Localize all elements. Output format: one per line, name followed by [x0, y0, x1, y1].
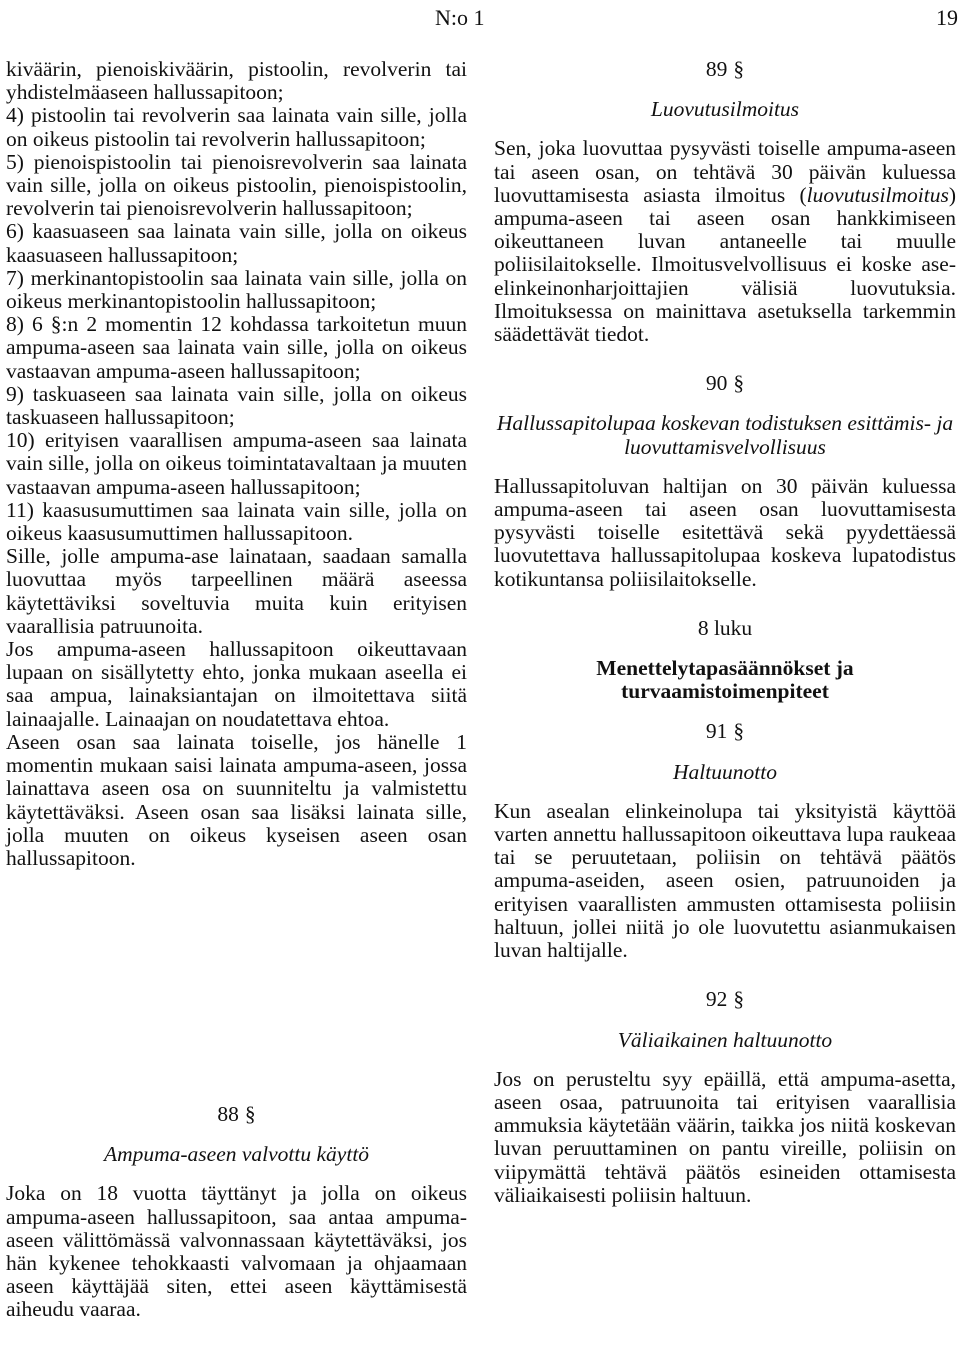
- paragraph: 6) kaasuaseen saa lainata vain sille, jolla on oikeus kaasuaseen hallussapitoon;: [6, 219, 467, 267]
- page-header: [0, 6, 960, 32]
- section-92: [494, 988, 956, 1207]
- page-number: 19: [936, 5, 958, 30]
- section-number-value: 92: [705, 987, 728, 1012]
- section-sign: §: [733, 719, 745, 744]
- paragraph: kiväärin, pienoiskiväärin, pistoolin, revolverin tai yhdistelmäaseen hallussapitoon;: [6, 57, 467, 105]
- section-number: [494, 58, 956, 81]
- section-title: Hallussapitolupaa koskevan todistuksen esittämis- ja luovuttamisvelvollisuus: [496, 411, 954, 459]
- section-number: [494, 988, 956, 1011]
- paragraph: 5) pienoispistoolin tai pienoisrevolverin saa lainata vain sille, jolla on oikeus pistoolin, pienoispistoolin, revolverin tai pienoisrevolverin hallussapitoon;: [6, 149, 467, 221]
- journal-number: N:o 1: [435, 5, 485, 30]
- paragraph: 7) merkinantopistoolin saa lainata vain sille, jolla on oikeus merkinantopistoolin hallussapitoon;: [6, 265, 467, 314]
- section-91: [494, 720, 956, 962]
- section-body: [494, 137, 956, 346]
- section-title: Luovutusilmoitus: [650, 97, 800, 122]
- section-body-term: luovutusilmoitus: [806, 182, 949, 207]
- section-body: Jos on perusteltu syy epäillä, että ampuma-asetta, aseen osaa, patruunoita tai erityisen vaarallisia ammuksia käytetään väärin, taikka jos niitä koskevan luvan peruuttaminen on pantu vireille, poliisin on viipymättä tehtävä päätös esineiden ottamisesta väliaikaisesti poliisin haltuun.: [494, 1066, 956, 1207]
- section-number-value: 90: [705, 371, 728, 396]
- section-90: [494, 372, 956, 591]
- paragraph: 4) pistoolin tai revolverin saa lainata vain sille, jolla on oikeus pistoolin tai revolverin hallussapitoon;: [6, 103, 467, 151]
- paragraph: 9) taskuaseen saa lainata vain sille, jolla on oikeus taskuaseen hallussapitoon;: [6, 381, 467, 430]
- section-sign: §: [733, 987, 745, 1012]
- paragraph: Aseen osan saa lainata toiselle, jos hänelle 1 momentin mukaan saisi lainata ampuma-aseen, jossa lainattava aseen osa on suunniteltu ja valmistettu käytettäväksi. Aseen osan saa lisäksi lainata sille, jolla muuten on oikeus kyseisen aseen osan hallussapitoon.: [6, 729, 467, 870]
- section-title: Ampuma-aseen valvottu käyttö: [103, 1142, 370, 1167]
- section-sign: §: [244, 1102, 256, 1126]
- section-number: [6, 1103, 467, 1126]
- section-title: Haltuunotto: [673, 759, 777, 784]
- section-sign: §: [733, 57, 745, 81]
- left-column: [6, 57, 467, 1322]
- section-body-start: Sen, joka luovuttaa pysyvästi toiselle ampuma-aseen tai aseen osan, on tehtävä 30 päivän kuluessa luovuttamisesta asiasta ilmoitus (: [494, 136, 956, 207]
- paragraph: 10) erityisen vaarallisen ampuma-aseen saa lainata vain sille, jolla on oikeus toimintatavaltaan ja muuten vastaavan ampuma-aseen hallussapitoon;: [6, 428, 467, 499]
- section-88: [6, 1103, 467, 1322]
- section-sign: §: [733, 371, 745, 396]
- right-column: [494, 58, 956, 1207]
- section-title: Väliaikainen haltuunotto: [617, 1027, 833, 1052]
- section-number: [494, 720, 956, 743]
- section-number-value: 89: [705, 57, 728, 81]
- section-body: Hallussapitoluvan haltijan on 30 päivän kuluessa ampuma-aseen tai aseen osan luovuttamisesta pysyvästi toiselle esitettävä sekä pyydettäessä luovutettava hallussapitolupaa koskeva lupatodistus kotikuntansa poliisilaitokselle.: [494, 473, 956, 591]
- chapter-title: Menettelytapasäännökset ja turvaamistoimenpiteet: [596, 656, 854, 704]
- paragraph: 8) 6 §:n 2 momentin 12 kohdassa tarkoitetun muun ampuma-aseen saa lainata vain sille, jolla on oikeus vastaavan ampuma-aseen hallussapitoon;: [6, 312, 467, 383]
- paragraph: Jos ampuma-aseen hallussapitoon oikeuttavaan lupaan on sisällytetty ehto, jonka mukaan aseella ei saa ampua, lainaksiantajan on ilmoitettava siitä lainaajalle. Lainaajan on noudatettava ehtoa.: [6, 637, 467, 731]
- section-body: Kun asealan elinkeinolupa tai yksityistä käyttöä varten annettu hallussapitoon oikeuttava lupa raukeaa tai se peruutetaan, poliisin on tehtävä päätös ampuma-aseiden, aseen osien, patruunoiden ja erityisen vaarallisten ammusten ottamisesta poliisin haltuun, jollei niitä jo ole luovutettu asianmukaisen luvan haltijalle.: [494, 798, 956, 963]
- section-number-value: 88: [217, 1102, 239, 1126]
- paragraph: Sille, jolle ampuma-ase lainataan, saadaan samalla luovuttaa myös tarpeellinen määrä aseessa käytettäviksi soveltuvia muita kuin erityisen vaarallisia patruunoita.: [6, 544, 467, 638]
- section-body: Joka on 18 vuotta täyttänyt ja jolla on oikeus ampuma-aseen hallussapitoon, saa antaa ampuma-aseen välittömässä valvonnassaan käytettäväksi, jos hän kykenee tehokkaasti valvomaan ja ohjaamaan aseen käyttäjää siten, ettei aseen käyttämisestä aiheudu vaaraa.: [6, 1181, 467, 1322]
- paragraph: 11) kaasusumuttimen saa lainata vain sille, jolla on oikeus kaasusumuttimen hallussapitoon.: [6, 497, 467, 546]
- chapter-8: [494, 617, 956, 704]
- section-number: [494, 372, 956, 395]
- section-body-end: ) ampuma-aseen tai aseen osan hankkimiseen oikeuttaneen luvan antaneelle tai muulle poliisilaitokselle. Ilmoitusvelvollisuus ei koske ase-elinkeinonharjoittajien välisiä luovutuksia. Ilmoituksessa on mainittava asetuksella tarkemmin säädettävät tiedot.: [494, 182, 956, 347]
- chapter-number: 8 luku: [697, 615, 753, 640]
- section-number-value: 91: [705, 719, 728, 744]
- section-89: [494, 58, 956, 346]
